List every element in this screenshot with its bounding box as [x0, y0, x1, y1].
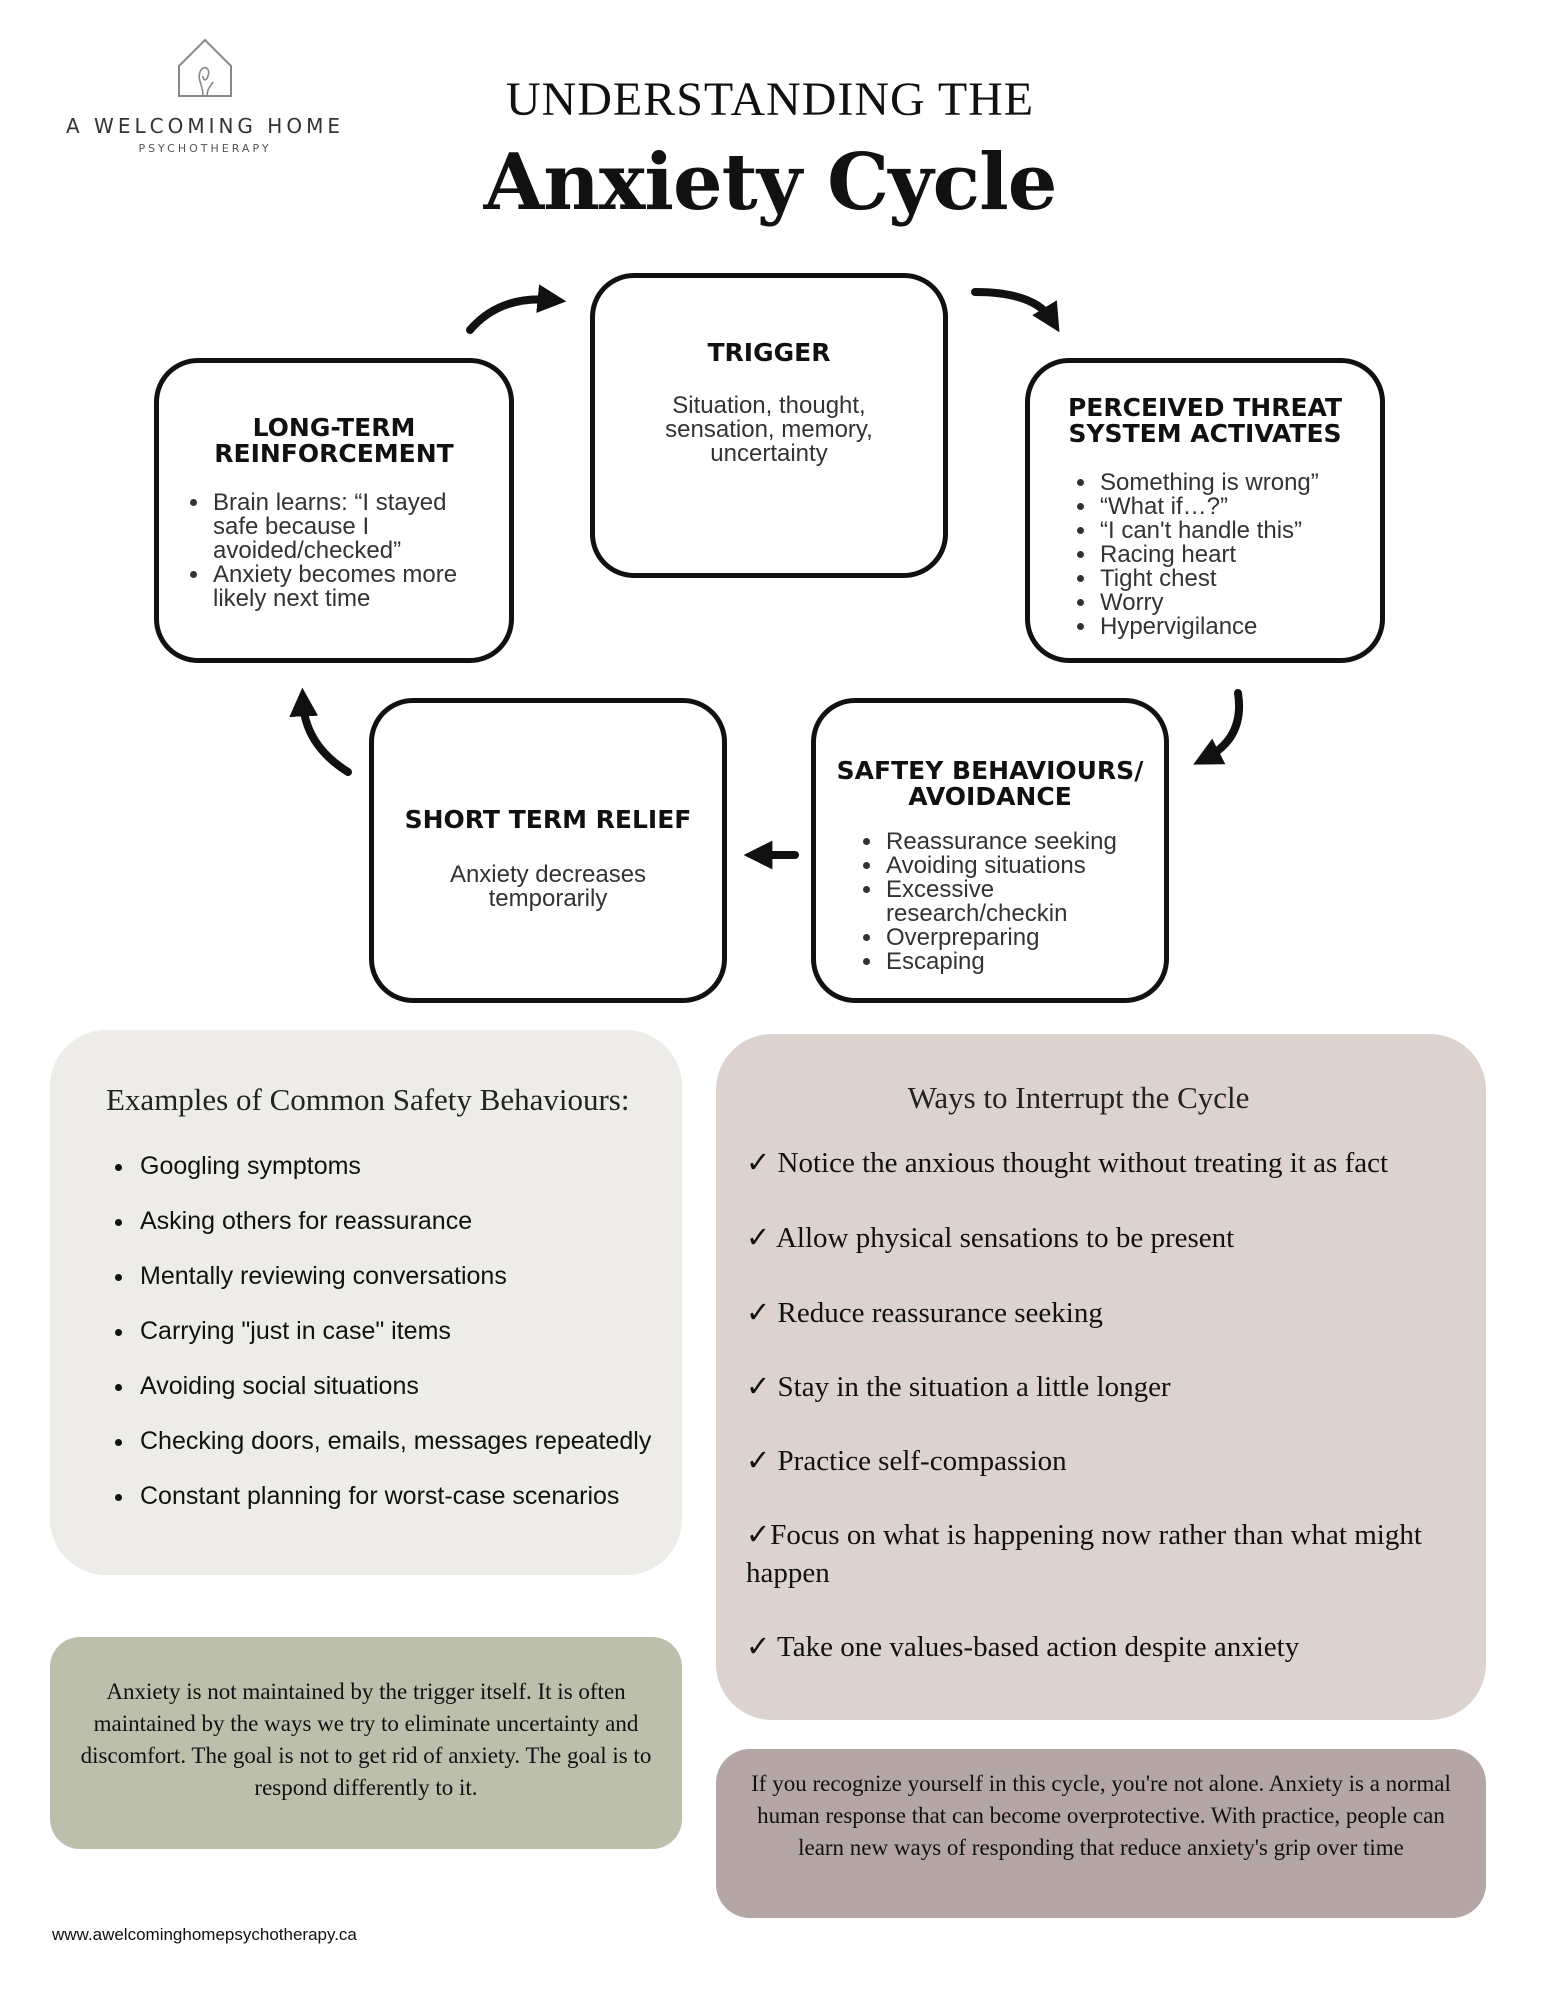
logo-name: A WELCOMING HOME: [66, 114, 344, 138]
threat-list-item: • Hypervigilance: [1098, 615, 1366, 639]
way-item: ✓ Allow physical sensations to be present: [746, 1222, 1235, 1254]
reinforcement-title: LONG-TERM REINFORCEMENT: [214, 413, 454, 468]
example-list-item: • Checking doors, emails, messages repeatedly: [136, 1425, 651, 1457]
way-item: ✓ Practice self-compassion: [746, 1445, 1067, 1477]
examples-heading: Examples of Common Safety Behaviours:: [106, 1082, 630, 1117]
arrow-threat-to-safety: [1206, 693, 1239, 758]
reinforcement-list-item: • Brain learns: “I stayed safe because I avoided/checked”: [211, 491, 495, 563]
example-list-item: • Carrying "just in case" items: [136, 1315, 651, 1347]
example-list-item: • Mentally reviewing conversations: [136, 1260, 651, 1292]
safety-title: SAFTEY BEHAVIOURS/ AVOIDANCE: [836, 756, 1144, 811]
cycle-box-short-term-relief: [369, 698, 727, 1003]
note-panel-right: [716, 1749, 1486, 1918]
footer-url[interactable]: www.awelcominghomepsychotherapy.ca: [52, 1925, 357, 1944]
page-title: Anxiety Cycle: [483, 137, 1057, 228]
safety-list-item: • Escaping: [884, 950, 1150, 974]
safety-list: [830, 830, 1150, 974]
safety-list-item: • Avoiding situations: [884, 854, 1150, 878]
arrow-relief-to-reinforcement: [303, 702, 348, 772]
examples-list: [86, 1150, 651, 1535]
way-item: ✓ Stay in the situation a little longer: [746, 1371, 1171, 1403]
threat-list-item: • Racing heart: [1098, 543, 1366, 567]
example-list-item: • Avoiding social situations: [136, 1370, 651, 1402]
threat-title: PERCEIVED THREAT SYSTEM ACTIVATES: [1067, 393, 1343, 448]
cycle-box-trigger: [590, 273, 948, 578]
safety-list-item: • Overpreparing: [884, 926, 1150, 950]
page-supertitle: UNDERSTANDING THE: [505, 73, 1035, 126]
trigger-text: Situation, thought, sensation, memory, uncertainty: [665, 392, 873, 467]
cycle-box-safety-behaviours: [811, 698, 1169, 1003]
arrow-reinforcement-to-trigger: [470, 299, 552, 330]
threat-list-item: • “I can't handle this”: [1098, 519, 1366, 543]
reinforcement-list: [173, 491, 495, 611]
arrow-trigger-to-threat: [975, 292, 1052, 320]
logo-subtitle: PSYCHOTHERAPY: [138, 142, 272, 155]
examples-panel: [50, 1030, 682, 1575]
reinforcement-list-item: • Anxiety becomes more likely next time: [211, 563, 495, 611]
relief-text: Anxiety decreases temporarily: [449, 861, 647, 912]
note-right-text: If you recognize yourself in this cycle, you're not alone. Anxiety is a normal human response that can become overprotective. With practice, people can learn new ways of responding that reduce anxiety's grip over time: [751, 1771, 1451, 1860]
ways-panel: [716, 1034, 1486, 1720]
trigger-title: TRIGGER: [707, 338, 831, 367]
example-list-item: • Googling symptoms: [136, 1150, 651, 1182]
example-list-item: • Constant planning for worst-case scenarios: [136, 1480, 651, 1512]
safety-list-item: • Reassurance seeking: [884, 830, 1150, 854]
note-panel-left: [50, 1637, 682, 1849]
way-item: ✓ Take one values-based action despite anxiety: [746, 1631, 1300, 1663]
way-item: ✓ Reduce reassurance seeking: [746, 1297, 1103, 1329]
relief-title: SHORT TERM RELIEF: [404, 805, 692, 834]
example-list-item: • Asking others for reassurance: [136, 1205, 651, 1237]
threat-list: [1044, 471, 1366, 639]
threat-list-item: • “What if…?”: [1098, 495, 1366, 519]
cycle-box-long-term-reinforcement: [154, 358, 514, 663]
ways-heading: Ways to Interrupt the Cycle: [907, 1080, 1250, 1115]
threat-list-item: • Tight chest: [1098, 567, 1366, 591]
safety-list-item: • Excessive research/checkin: [884, 878, 1150, 926]
way-item: ✓ Notice the anxious thought without treating it as fact: [746, 1147, 1389, 1179]
way-item: ✓Focus on what is happening now rather than what might happen: [746, 1519, 1422, 1589]
cycle-box-perceived-threat: [1025, 358, 1385, 663]
threat-list-item: • Something is wrong”: [1098, 471, 1366, 495]
threat-list-item: • Worry: [1098, 591, 1366, 615]
note-left-text: Anxiety is not maintained by the trigger itself. It is often maintained by the ways we try to eliminate uncertainty and discomfort. The goal is not to get rid of anxiety. The goal is to respond differently to it.: [80, 1679, 652, 1800]
